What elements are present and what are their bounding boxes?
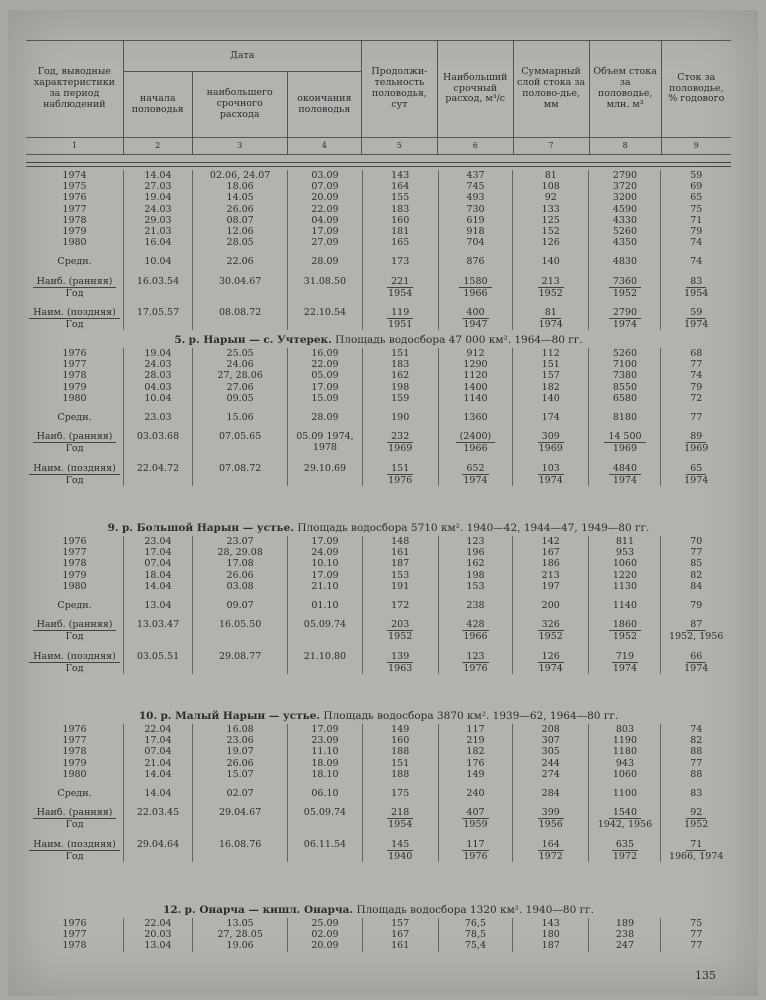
year-cell: 1980 xyxy=(62,237,87,249)
value-cell: 159 xyxy=(391,392,410,404)
value-cell: 143 xyxy=(391,170,410,181)
min-row: Наим. (поздняя) Год 17.05.57 08.08.72 22.10.54 119 1951 400 1947 81 1974 2790 1974 59 1974 xyxy=(26,307,731,330)
value-cell: 730 xyxy=(466,203,485,215)
value-cell: 191 xyxy=(391,580,410,592)
value-cell: 22.04 xyxy=(144,724,172,735)
value-cell: 74 xyxy=(690,237,703,249)
year-cell: 1979 xyxy=(62,569,87,581)
col-num-6: 6 xyxy=(437,138,513,155)
year-cell: 1977 xyxy=(62,547,87,559)
value-cell: 151 xyxy=(541,359,560,371)
value-cell: 05.09 xyxy=(311,370,339,382)
year-cell: 1978 xyxy=(62,370,87,382)
value-cell: 18.10 xyxy=(311,768,339,780)
value-cell: 74 xyxy=(690,724,703,735)
value-cell: 92 xyxy=(544,192,557,204)
value-cell: 108 xyxy=(541,181,560,193)
value-cell: 14.04 xyxy=(144,580,172,592)
value-cell: 161 xyxy=(391,547,410,559)
year-cell: 1980 xyxy=(62,392,87,404)
year-cell: 1977 xyxy=(62,735,87,747)
value-cell: 07.04 xyxy=(144,746,172,758)
value-cell: 17.04 xyxy=(144,547,172,559)
value-cell: 08.07 xyxy=(226,214,254,226)
page-number: 135 xyxy=(695,969,716,982)
value-cell: 157 xyxy=(391,918,410,929)
value-cell: 11.10 xyxy=(311,746,339,758)
value-cell: 1060 xyxy=(612,768,638,780)
value-cell: 1130 xyxy=(612,580,638,592)
value-cell: 12.06 xyxy=(226,226,254,238)
page xyxy=(8,10,758,996)
value-cell: 77 xyxy=(690,940,703,952)
value-cell: 167 xyxy=(391,929,410,941)
value-cell: 8550 xyxy=(612,381,638,393)
value-cell: 04.09 xyxy=(311,214,339,226)
value-cell: 117 xyxy=(466,724,485,735)
value-cell: 68 xyxy=(690,348,703,359)
value-cell: 13.04 xyxy=(144,940,172,952)
mean-row: Средн. 14.04 02.07 06.10 175 240 284 1100 83 xyxy=(26,788,731,799)
value-cell: 21.03 xyxy=(144,226,172,238)
value-cell: 180 xyxy=(541,929,560,941)
year-cell: 1976 xyxy=(62,918,87,929)
value-cell: 3720 xyxy=(612,181,638,193)
data-table xyxy=(26,724,731,862)
value-cell: 123 xyxy=(466,536,485,547)
value-cell: 189 xyxy=(615,918,635,929)
value-cell: 07.09 xyxy=(311,181,339,193)
mean-row: Средн. 10.04 22.06 28.09 173 876 140 4830 74 xyxy=(26,256,731,267)
value-cell: 23.07 xyxy=(226,536,254,547)
header-max-discharge: Наибольший срочный расход, м³/с xyxy=(437,41,513,138)
value-cell: 22.09 xyxy=(311,203,339,215)
value-cell: 1400 xyxy=(463,381,488,393)
value-cell: 943 xyxy=(615,757,635,769)
value-cell: 182 xyxy=(466,746,485,758)
value-cell: 152 xyxy=(541,226,560,238)
year-cell: 1980 xyxy=(62,580,87,592)
value-cell: 148 xyxy=(391,536,410,547)
year-cell: 1979 xyxy=(62,226,87,238)
value-cell: 24.03 xyxy=(144,203,172,215)
value-cell: 20.09 xyxy=(311,940,339,952)
value-cell: 953 xyxy=(615,547,635,559)
value-cell: 15.07 xyxy=(226,768,254,780)
value-cell: 22.09 xyxy=(311,359,339,371)
value-cell: 88 xyxy=(690,746,703,758)
value-cell: 27, 28.06 xyxy=(217,370,263,382)
header-rule xyxy=(26,162,731,167)
value-cell: 10.10 xyxy=(311,558,339,570)
value-cell: 155 xyxy=(391,192,410,204)
value-cell: 811 xyxy=(615,536,635,547)
yearly-block xyxy=(26,536,731,592)
value-cell: 305 xyxy=(541,746,560,758)
value-cell: 1140 xyxy=(463,392,488,404)
value-cell: 23.09 xyxy=(311,735,339,747)
section-title: 5. р. Нарын — с. Учтерек. Площадь водосбора 47 000 км². 1964—80 гг. xyxy=(174,334,583,346)
value-cell: 21.10 xyxy=(311,580,339,592)
value-cell: 183 xyxy=(391,359,410,371)
value-cell: 79 xyxy=(690,226,703,238)
yearly-block xyxy=(26,918,731,952)
header-date: Дата xyxy=(123,41,361,72)
value-cell: 165 xyxy=(391,237,410,249)
value-cell: 197 xyxy=(541,580,560,592)
value-cell: 82 xyxy=(690,735,703,747)
value-cell: 1180 xyxy=(612,746,638,758)
value-cell: 183 xyxy=(391,203,410,215)
year-cell: 1978 xyxy=(62,214,87,226)
value-cell: 5260 xyxy=(612,226,638,238)
value-cell: 437 xyxy=(466,170,485,181)
value-cell: 112 xyxy=(541,348,560,359)
value-cell: 208 xyxy=(541,724,560,735)
yearly-block xyxy=(26,348,731,404)
value-cell: 20.03 xyxy=(144,929,172,941)
value-cell: 82 xyxy=(690,569,703,581)
col-num-1: 1 xyxy=(26,138,123,155)
value-cell: 1290 xyxy=(463,359,488,371)
value-cell: 65 xyxy=(690,192,703,204)
value-cell: 186 xyxy=(541,558,560,570)
value-cell: 20.09 xyxy=(311,192,339,204)
section-title: 12. р. Онарча — кишл. Онарча. Площадь водосбора 1320 км². 1940—80 гг. xyxy=(163,904,594,916)
value-cell: 247 xyxy=(615,940,635,952)
value-cell: 143 xyxy=(541,918,560,929)
value-cell: 1120 xyxy=(463,370,488,382)
year-cell: 1979 xyxy=(62,381,87,393)
year-cell: 1976 xyxy=(62,536,87,547)
header-peak: наибольшего срочного расхода xyxy=(192,72,287,138)
header-runoff-volume: Объем стока за половодье, млн. м³ xyxy=(589,41,661,138)
value-cell: 188 xyxy=(391,768,410,780)
value-cell: 161 xyxy=(391,940,410,952)
value-cell: 77 xyxy=(690,547,703,559)
value-cell: 59 xyxy=(690,170,703,181)
value-cell: 493 xyxy=(466,192,485,204)
value-cell: 26.06 xyxy=(226,569,254,581)
value-cell: 26.06 xyxy=(226,203,254,215)
col-num-8: 8 xyxy=(589,138,661,155)
value-cell: 24.09 xyxy=(311,547,339,559)
value-cell: 162 xyxy=(391,370,410,382)
value-cell: 17.09 xyxy=(311,226,339,238)
year-cell: 1978 xyxy=(62,746,87,758)
year-cell: 1977 xyxy=(62,203,87,215)
value-cell: 238 xyxy=(615,929,635,941)
value-cell: 307 xyxy=(541,735,560,747)
value-cell: 28.05 xyxy=(226,237,254,249)
value-cell: 72 xyxy=(690,392,703,404)
value-cell: 142 xyxy=(541,536,560,547)
value-cell: 619 xyxy=(466,214,485,226)
value-cell: 153 xyxy=(466,580,485,592)
value-cell: 77 xyxy=(690,757,703,769)
value-cell: 24.03 xyxy=(144,359,172,371)
value-cell: 151 xyxy=(391,348,410,359)
section-2 xyxy=(26,520,731,674)
col-num-9: 9 xyxy=(661,138,731,155)
col-num-5: 5 xyxy=(361,138,437,155)
value-cell: 14.04 xyxy=(144,768,172,780)
section-title: 9. р. Большой Нарын — устье. Площадь водосбора 5710 км². 1940—42, 1944—47, 1949—80 гг. xyxy=(107,522,650,534)
value-cell: 84 xyxy=(690,580,703,592)
value-cell: 70 xyxy=(690,536,703,547)
value-cell: 78,5 xyxy=(464,929,487,941)
value-cell: 17.04 xyxy=(144,735,172,747)
max-row: Наиб. (ранняя) Год 22.03.45 29.04.67 05.09.74 218 1954 407 1959 399 1956 1540 1942, 1956 92 1952 xyxy=(26,807,731,830)
value-cell: 10.04 xyxy=(144,392,172,404)
year-cell: 1976 xyxy=(62,192,87,204)
value-cell: 26.06 xyxy=(226,757,254,769)
value-cell: 17.09 xyxy=(311,536,339,547)
value-cell: 274 xyxy=(541,768,560,780)
year-cell: 1980 xyxy=(62,768,87,780)
value-cell: 16.04 xyxy=(144,237,172,249)
value-cell: 19.07 xyxy=(226,746,254,758)
value-cell: 4350 xyxy=(612,237,638,249)
col-num-7: 7 xyxy=(513,138,589,155)
header-year-col: Год, выводные характеристики за период наблюдений xyxy=(26,41,123,138)
value-cell: 23.04 xyxy=(144,536,172,547)
value-cell: 16.08 xyxy=(226,724,254,735)
value-cell: 28.03 xyxy=(144,370,172,382)
value-cell: 24.06 xyxy=(226,359,254,371)
value-cell: 181 xyxy=(391,226,410,238)
year-cell: 1975 xyxy=(62,181,87,193)
value-cell: 14.04 xyxy=(144,170,172,181)
value-cell: 77 xyxy=(690,359,703,371)
value-cell: 6580 xyxy=(612,392,638,404)
max-row: Наиб. (ранняя) Год 03.03.68 07.05.65 05.09 1974, 1978 232 1969 (2400) 1966 309 1969 14 500 1969 89 1969 xyxy=(26,431,731,454)
value-cell: 157 xyxy=(541,370,560,382)
value-cell: 85 xyxy=(690,558,703,570)
value-cell: 02.06, 24.07 xyxy=(209,170,271,181)
header-duration: Продолжи-тельность половодья, сут xyxy=(361,41,437,138)
value-cell: 149 xyxy=(466,768,485,780)
min-row: Наим. (поздняя) Год 03.05.51 29.08.77 21.10.80 139 1963 123 1976 126 1974 719 1974 66 1974 xyxy=(26,651,731,674)
value-cell: 151 xyxy=(391,757,410,769)
header-end: окончания половодья xyxy=(287,72,361,138)
value-cell: 1220 xyxy=(612,569,638,581)
value-cell: 07.04 xyxy=(144,558,172,570)
value-cell: 75 xyxy=(690,203,703,215)
year-cell: 1978 xyxy=(62,558,87,570)
value-cell: 7380 xyxy=(612,370,638,382)
value-cell: 27, 28.05 xyxy=(217,929,263,941)
value-cell: 18.04 xyxy=(144,569,172,581)
value-cell: 21.04 xyxy=(144,757,172,769)
value-cell: 15.09 xyxy=(311,392,339,404)
value-cell: 19.06 xyxy=(226,940,254,952)
value-cell: 81 xyxy=(544,170,557,181)
value-cell: 17.08 xyxy=(226,558,254,570)
value-cell: 13.05 xyxy=(226,918,254,929)
value-cell: 198 xyxy=(391,381,410,393)
year-cell: 1978 xyxy=(62,940,87,952)
section-4 xyxy=(26,902,731,952)
mean-row: Средн. 23.03 15.06 28.09 190 1360 174 8180 77 xyxy=(26,412,731,423)
data-table xyxy=(26,536,731,674)
value-cell: 149 xyxy=(391,724,410,735)
section-0 xyxy=(26,170,731,330)
value-cell: 244 xyxy=(541,757,560,769)
value-cell: 187 xyxy=(541,940,560,952)
year-cell: 1974 xyxy=(62,170,87,181)
header-runoff-percent: Сток за половодье, % годового xyxy=(661,41,731,138)
value-cell: 7100 xyxy=(612,359,638,371)
value-cell: 160 xyxy=(391,735,410,747)
min-row: Наим. (поздняя) Год 22.04.72 07.08.72 29.10.69 151 1976 652 1974 103 1974 4840 1974 65 1974 xyxy=(26,463,731,486)
value-cell: 5260 xyxy=(612,348,638,359)
value-cell: 164 xyxy=(391,181,410,193)
value-cell: 03.09 xyxy=(311,170,339,181)
value-cell: 803 xyxy=(615,724,635,735)
value-cell: 153 xyxy=(391,569,410,581)
value-cell: 16.09 xyxy=(311,348,339,359)
header-start: начала половодья xyxy=(123,72,192,138)
min-row: Наим. (поздняя) Год 29.04.64 16.08.76 06.11.54 145 1940 117 1976 164 1972 635 1972 71 1966, 1974 xyxy=(26,839,731,862)
value-cell: 213 xyxy=(541,569,560,581)
value-cell: 09.05 xyxy=(226,392,254,404)
value-cell: 03.08 xyxy=(226,580,254,592)
value-cell: 28, 29.08 xyxy=(217,547,263,559)
value-cell: 160 xyxy=(391,214,410,226)
value-cell: 219 xyxy=(466,735,485,747)
value-cell: 17.09 xyxy=(311,381,339,393)
value-cell: 196 xyxy=(466,547,485,559)
value-cell: 18.09 xyxy=(311,757,339,769)
mean-row: Средн. 13.04 09.07 01.10 172 238 200 1140 79 xyxy=(26,600,731,611)
value-cell: 198 xyxy=(466,569,485,581)
value-cell: 1190 xyxy=(612,735,638,747)
value-cell: 71 xyxy=(690,214,703,226)
value-cell: 162 xyxy=(466,558,485,570)
year-cell: 1976 xyxy=(62,348,87,359)
value-cell: 02.09 xyxy=(311,929,339,941)
yearly-block xyxy=(26,170,731,248)
value-cell: 182 xyxy=(541,381,560,393)
year-cell: 1977 xyxy=(62,359,87,371)
value-cell: 176 xyxy=(466,757,485,769)
value-cell: 74 xyxy=(690,370,703,382)
value-cell: 14.05 xyxy=(226,192,254,204)
value-cell: 133 xyxy=(541,203,560,215)
value-cell: 79 xyxy=(690,381,703,393)
col-num-3: 3 xyxy=(192,138,287,155)
max-row: Наиб. (ранняя) Год 13.03.47 16.05.50 05.09.74 203 1952 428 1966 326 1952 1860 1952 87 1952, 1956 xyxy=(26,619,731,642)
value-cell: 27.09 xyxy=(311,237,339,249)
year-cell: 1976 xyxy=(62,724,87,735)
section-3 xyxy=(26,708,731,862)
year-cell: 1977 xyxy=(62,929,87,941)
value-cell: 188 xyxy=(391,746,410,758)
section-title: 10. р. Малый Нарын — устье. Площадь водосбора 3870 км². 1939—62, 1964—80 гг. xyxy=(138,710,619,722)
value-cell: 69 xyxy=(690,181,703,193)
max-row: Наиб. (ранняя) Год 16.03.54 30.04.67 31.08.50 221 1954 1580 1966 213 1952 7360 1952 83 1954 xyxy=(26,276,731,299)
value-cell: 4330 xyxy=(612,214,638,226)
value-cell: 18.06 xyxy=(226,181,254,193)
value-cell: 125 xyxy=(541,214,560,226)
year-cell: 1979 xyxy=(62,757,87,769)
value-cell: 17.09 xyxy=(311,724,339,735)
value-cell: 27.06 xyxy=(226,381,254,393)
value-cell: 745 xyxy=(466,181,485,193)
value-cell: 75,4 xyxy=(464,940,487,952)
value-cell: 29.03 xyxy=(144,214,172,226)
value-cell: 76,5 xyxy=(464,918,487,929)
col-num-2: 2 xyxy=(123,138,192,155)
value-cell: 167 xyxy=(541,547,560,559)
value-cell: 88 xyxy=(690,768,703,780)
value-cell: 918 xyxy=(466,226,485,238)
value-cell: 19.04 xyxy=(144,192,172,204)
section-1 xyxy=(26,332,731,486)
value-cell: 04.03 xyxy=(144,381,172,393)
value-cell: 704 xyxy=(466,237,485,249)
data-table xyxy=(26,918,731,952)
value-cell: 77 xyxy=(690,929,703,941)
header-runoff-layer: Суммарный слой стока за полово-дье, мм xyxy=(513,41,589,138)
value-cell: 22.04 xyxy=(144,918,172,929)
value-cell: 187 xyxy=(391,558,410,570)
value-cell: 17.09 xyxy=(311,569,339,581)
value-cell: 1060 xyxy=(612,558,638,570)
table-header xyxy=(26,40,731,155)
col-num-4: 4 xyxy=(287,138,361,155)
value-cell: 25.09 xyxy=(311,918,339,929)
value-cell: 140 xyxy=(541,392,560,404)
yearly-block xyxy=(26,724,731,780)
value-cell: 3200 xyxy=(612,192,638,204)
data-table xyxy=(26,348,731,486)
value-cell: 19.04 xyxy=(144,348,172,359)
value-cell: 25.05 xyxy=(226,348,254,359)
data-table xyxy=(26,170,731,330)
value-cell: 2790 xyxy=(612,170,638,181)
value-cell: 126 xyxy=(541,237,560,249)
value-cell: 27.03 xyxy=(144,181,172,193)
value-cell: 23.06 xyxy=(226,735,254,747)
value-cell: 912 xyxy=(466,348,485,359)
value-cell: 75 xyxy=(690,918,703,929)
value-cell: 4590 xyxy=(612,203,638,215)
